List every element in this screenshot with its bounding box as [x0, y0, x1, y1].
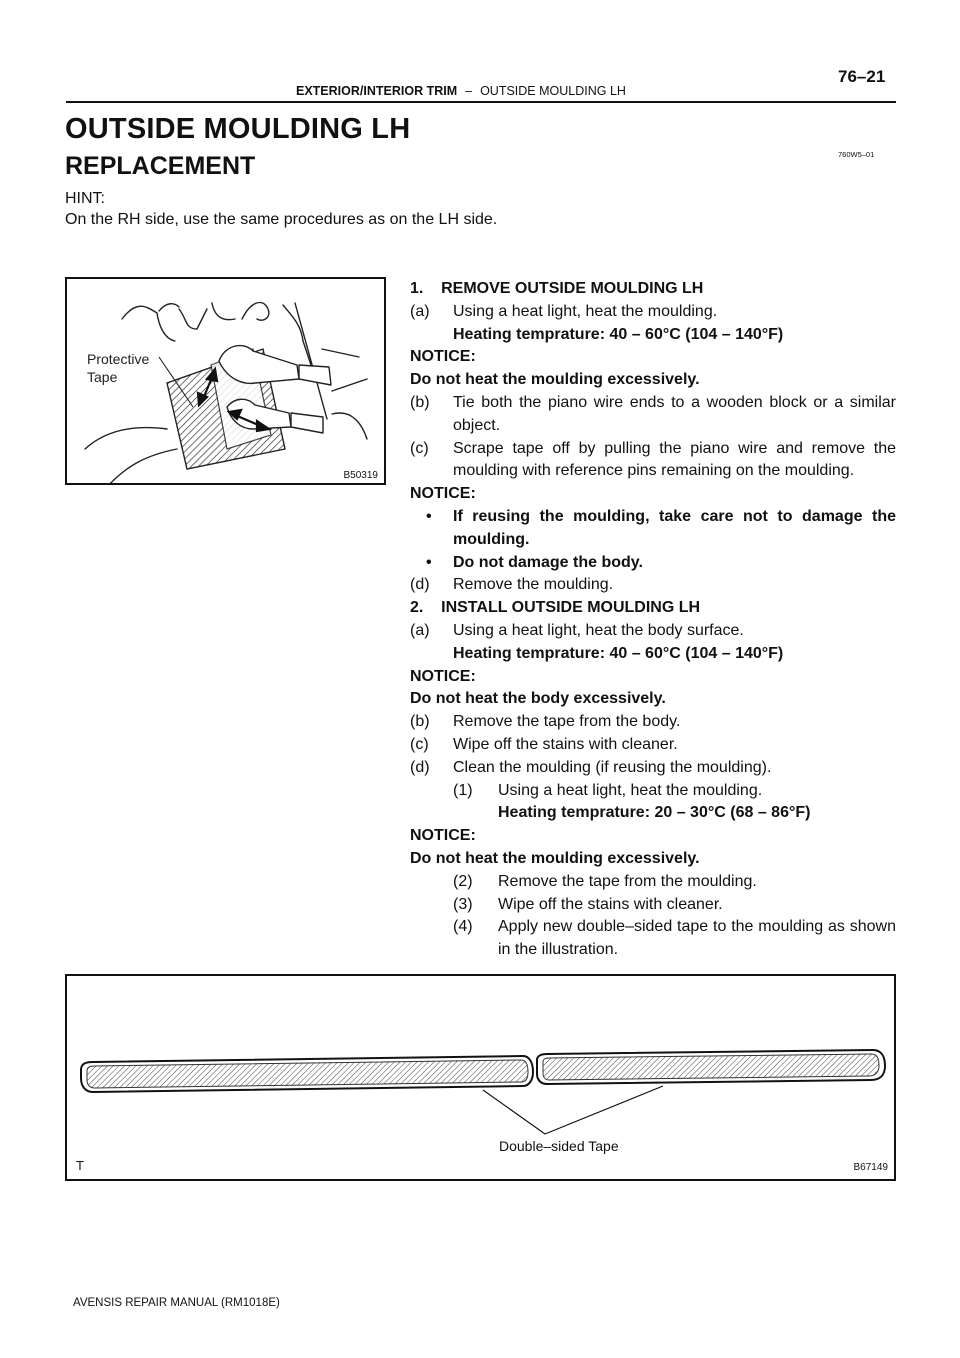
step-2-title: 2. INSTALL OUTSIDE MOULDING LH	[410, 599, 701, 617]
step-2d-3: (3) Wipe off the stains with cleaner.	[453, 895, 723, 913]
step-2d-1: (1) Using a heat light, heat the moulding.	[453, 781, 763, 799]
figure1-code: B50319	[343, 470, 378, 481]
step-1c-notice-2: • Do not damage the body.	[426, 553, 643, 571]
step-2d-1-notice: Do not heat the moulding excessively.	[410, 849, 700, 867]
step-2d: (d) Clean the moulding (if reusing the moulding).	[410, 758, 772, 776]
step-1a: (a) Using a heat light, heat the moulding.	[410, 302, 718, 320]
hint-label: HINT:	[65, 190, 105, 207]
moulding-drawing	[67, 976, 896, 1181]
step-2d-4: (4) Apply new double–sided tape to the moulding as shown in the illustration.	[453, 918, 896, 959]
double-sided-tape-label: Double–sided Tape	[499, 1138, 619, 1154]
step-2a-notice-label: NOTICE:	[410, 667, 476, 685]
figure2-mark: T	[76, 1158, 84, 1173]
page-title: OUTSIDE MOULDING LH	[65, 113, 411, 145]
removal-illustration	[65, 277, 386, 485]
hint-text: On the RH side, use the same procedures as on the LH side.	[65, 211, 498, 228]
step-1d: (d) Remove the moulding.	[410, 576, 614, 594]
step-1a-spec: Heating temprature: 40 – 60°C (104 – 140°F)	[453, 325, 784, 343]
step-2b: (b) Remove the tape from the body.	[410, 713, 681, 731]
step-2c: (c) Wipe off the stains with cleaner.	[410, 735, 678, 753]
step-2d-1-spec: Heating temprature: 20 – 30°C (68 – 86°F)	[498, 804, 811, 822]
header-section: EXTERIOR/INTERIOR TRIM	[296, 84, 458, 98]
figure2-code: B67149	[853, 1162, 888, 1173]
protective-tape-label: Protective Tape	[87, 351, 150, 385]
step-2a-notice: Do not heat the body excessively.	[410, 690, 666, 708]
procedure-steps	[410, 278, 896, 962]
step-1b: (b) Tie both the piano wire ends to a wooden block or a similar object.	[410, 393, 896, 434]
step-1c: (c) Scrape tape off by pulling the piano wire and remove the moulding with reference pins remaining on the moulding.	[410, 439, 896, 480]
step-2d-1-notice-label: NOTICE:	[410, 827, 476, 845]
step-1a-notice: Do not heat the moulding excessively.	[410, 371, 700, 389]
right-tape	[543, 1054, 879, 1080]
running-header	[296, 84, 626, 98]
header-topic: OUTSIDE MOULDING LH	[480, 84, 626, 98]
step-1a-notice-label: NOTICE:	[410, 348, 476, 366]
document-code: 760W5–01	[838, 150, 875, 159]
step-2d-2: (2) Remove the tape from the moulding.	[453, 872, 757, 890]
section-title: REPLACEMENT	[65, 152, 256, 180]
footer-manual-name: AVENSIS REPAIR MANUAL (RM1018E)	[73, 1297, 280, 1309]
tape-placement-illustration	[65, 974, 896, 1181]
step-1c-notice-1: • If reusing the moulding, take care not to damage the moulding.	[426, 507, 896, 548]
step-1c-notice-label: NOTICE:	[410, 485, 476, 503]
header-separator: –	[465, 84, 473, 98]
page-number: 76–21	[838, 67, 886, 86]
header-rule	[66, 101, 896, 103]
step-2a: (a) Using a heat light, heat the body surface.	[410, 621, 744, 639]
step-2a-spec: Heating temprature: 40 – 60°C (104 – 140°F)	[453, 644, 784, 662]
step-1-title: 1. REMOVE OUTSIDE MOULDING LH	[410, 280, 704, 297]
